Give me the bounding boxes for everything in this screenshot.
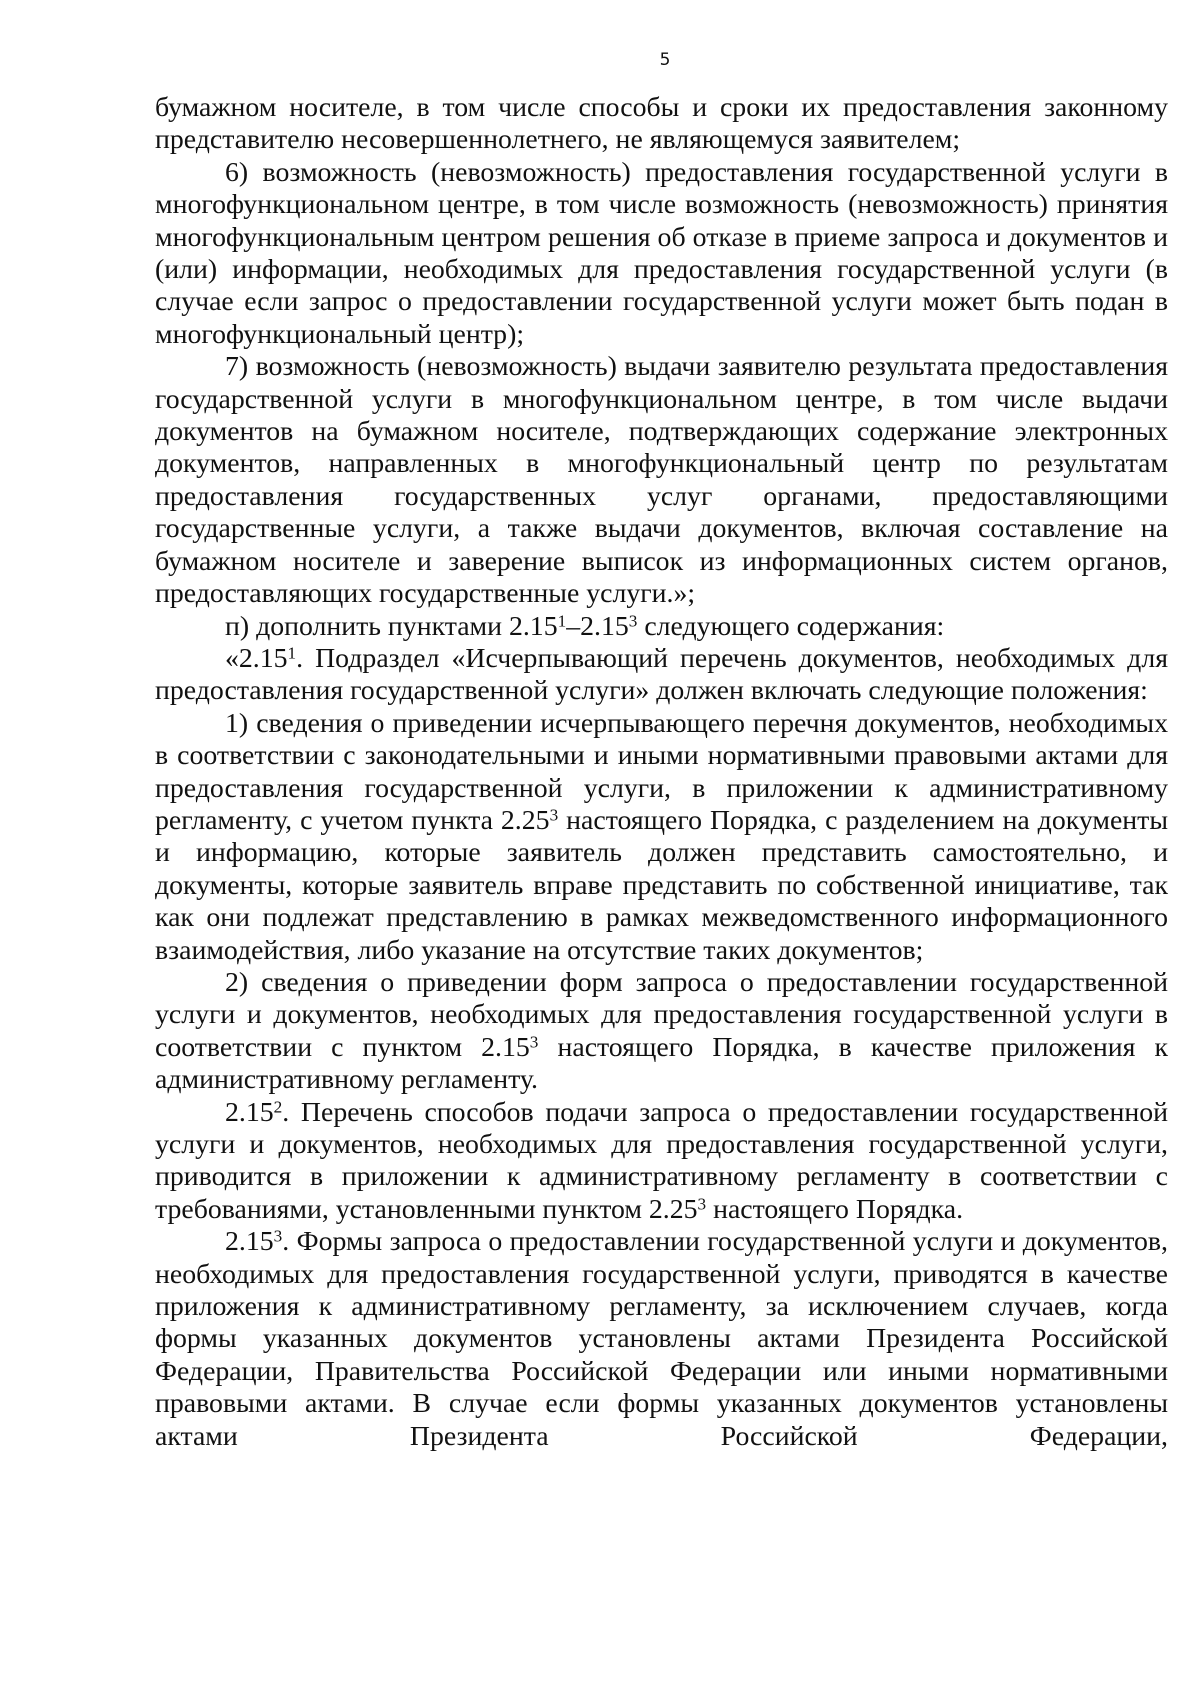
superscript: 3 <box>273 1226 283 1246</box>
paragraph <box>155 1226 1168 1453</box>
text-run: следующего содержания: <box>637 610 945 642</box>
text-run: . Перечень способов подачи запроса о предоставлении государственной услуги и документов, необходимых для предоставления государственной услуги, приводится в приложении к административному регламенту в соответствии с требованиями, установленными пунктом 2.25 <box>155 1096 1168 1225</box>
paragraph <box>155 92 1168 157</box>
text-run: –2.15 <box>566 610 629 642</box>
paragraph <box>155 967 1168 1097</box>
paragraph <box>155 351 1168 610</box>
text-run: настоящего Порядка, в качестве приложения к административному регламенту. <box>155 1031 1169 1096</box>
text-run: . Подраздел «Исчерпывающий перечень документов, необходимых для предоставления государственной услуги» должен включать следующие положения: <box>155 642 1168 707</box>
text-run: 7) возможность (невозможность) выдачи заявителю результата предоставления государственной услуги в многофункциональном центре, в том числе выдачи документов на бумажном носителе, подтверждающих содержание электронных документов, направленных в многофункциональный центр по результатам предоставления государственных услуг органами, предоставляющими государственные услуги, а также выдачи документов, включая составление на бумажном носителе и заверение выписок из информационных систем органов, предоставляющих государственные услуги.»; <box>155 351 1168 610</box>
text-run: «2.15 <box>225 642 288 674</box>
superscript: 3 <box>697 1194 707 1214</box>
text-run: 1) сведения о приведении исчерпывающего перечня документов, необходимых в соответствии с законодательными и иными нормативными правовыми актами для предоставления государственной услуги, в приложении к административному регламенту, с учетом пункта 2.25 <box>155 707 1168 836</box>
paragraph <box>155 643 1168 708</box>
text-run: 2.15 <box>225 1096 274 1128</box>
paragraph <box>155 708 1168 967</box>
superscript: 1 <box>557 610 567 630</box>
paragraph <box>155 611 1168 643</box>
text-run: 6) возможность (невозможность) предоставления государственной услуги в многофункциональном центре, в том числе возможность (невозможность) принятия многофункциональным центром решения об отказе в приеме запроса и документов и (или) информации, необходимых для предоставления государственной услуги (в случае если запрос о предоставлении государственной услуги может быть подан в многофункциональный центр); <box>155 156 1168 350</box>
page-number: 5 <box>659 50 671 70</box>
text-run: настоящего Порядка, с разделением на документы и информацию, которые заявитель должен представить самостоятельно, и документы, которые заявитель вправе представить по собственной инициативе, так как они подлежат представлению в рамках межведомственного информационного взаимодействия, либо указание на отсутствие таких документов; <box>155 804 1168 966</box>
superscript: 1 <box>287 643 297 663</box>
text-run: бумажном носителе, в том числе способы и сроки их предоставления законному представителю несовершеннолетнего, не являющемуся заявителем; <box>155 92 1168 156</box>
text-run: 2) сведения о приведении форм запроса о предоставлении государственной услуги и документов, необходимых для предоставления государственной услуги в соответствии с пунктом 2.15 <box>155 966 1168 1063</box>
document-body <box>155 92 1168 1453</box>
superscript: 3 <box>549 805 559 825</box>
superscript: 3 <box>628 610 638 630</box>
text-run: 2.15 <box>225 1226 274 1258</box>
superscript: 2 <box>273 1096 283 1116</box>
paragraph <box>155 1097 1168 1227</box>
text-run: . Формы запроса о предоставлении государственной услуги и документов, необходимых для предоставления государственной услуги, приводятся в качестве приложения к административному регламенту, за исключением случаев, когда формы указанных документов установлены актами Президента Российской Федерации, Правительства Российской Федерации или иными нормативными правовыми актами. В случае если формы указанных документов установлены актами Президента Российской Федерации, <box>155 1226 1168 1452</box>
paragraph <box>155 157 1168 351</box>
superscript: 3 <box>529 1032 539 1052</box>
text-run: настоящего Порядка. <box>706 1193 964 1225</box>
text-run: п) дополнить пунктами 2.15 <box>225 610 558 642</box>
